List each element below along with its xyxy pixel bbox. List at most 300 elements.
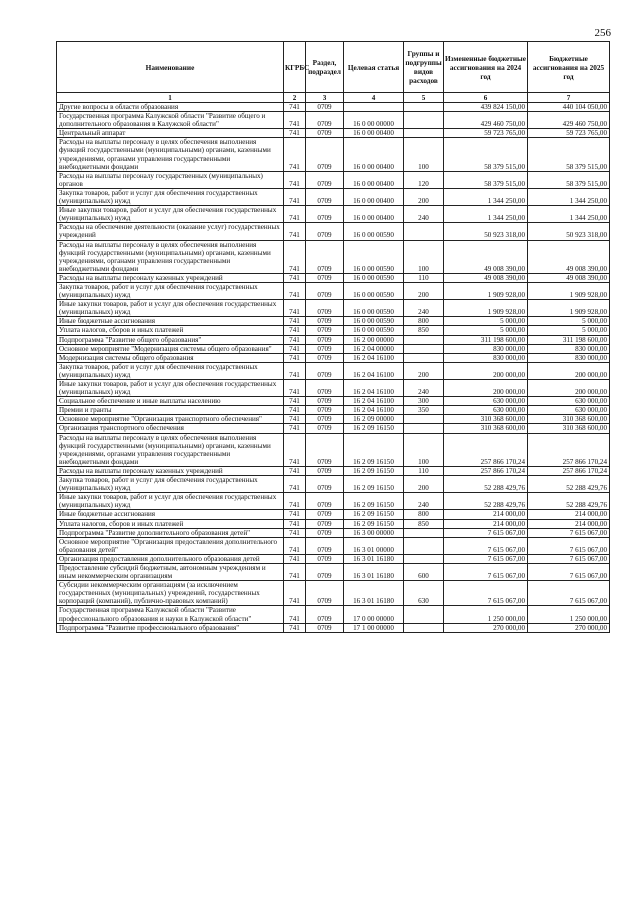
row-section: 0709	[306, 273, 344, 282]
row-expense-group	[404, 335, 444, 344]
row-expense-group: 350	[404, 406, 444, 415]
table-body	[57, 103, 610, 633]
row-section: 0709	[306, 493, 344, 510]
row-kgrbs: 741	[284, 188, 306, 205]
row-kgrbs: 741	[284, 510, 306, 519]
row-kgrbs: 741	[284, 581, 306, 606]
row-kgrbs: 741	[284, 335, 306, 344]
row-name: Расходы на выплаты персоналу в целях обеспечения выполнения функций государственными (муниципальными) органами, казенными учреждениями, органами управления государственными внебюджетными фондами	[57, 433, 284, 466]
row-section: 0709	[306, 397, 344, 406]
header-expense-groups: Группы и подгруппы видов расходов	[404, 42, 444, 93]
row-target-article: 16 2 00 00000	[344, 335, 404, 344]
row-amount-2025: 1 250 000,00	[528, 606, 610, 623]
row-expense-group: 800	[404, 510, 444, 519]
column-number: 4	[344, 93, 404, 103]
table-row	[57, 623, 610, 632]
table-row	[57, 282, 610, 299]
row-kgrbs: 741	[284, 537, 306, 554]
table-row	[57, 424, 610, 433]
row-amount-2025: 830 000,00	[528, 353, 610, 362]
header-section: Раздел, подраздел	[306, 42, 344, 93]
row-kgrbs: 741	[284, 528, 306, 537]
row-amount-2024: 439 824 150,00	[444, 103, 528, 112]
row-amount-2025: 49 008 390,00	[528, 273, 610, 282]
row-name: Организация предоставления дополнительного образования детей	[57, 554, 284, 563]
column-number: 1	[57, 93, 284, 103]
row-name: Расходы на выплаты персоналу государственных (муниципальных) органов	[57, 171, 284, 188]
row-expense-group: 100	[404, 138, 444, 171]
row-amount-2025: 58 379 515,00	[528, 171, 610, 188]
row-expense-group	[404, 353, 444, 362]
row-kgrbs: 741	[284, 606, 306, 623]
row-name: Предоставление субсидий бюджетным, автономным учреждениям и иным некоммерческим организациям	[57, 563, 284, 580]
row-section: 0709	[306, 353, 344, 362]
row-target-article: 16 2 09 16150	[344, 493, 404, 510]
table-row	[57, 317, 610, 326]
table-row	[57, 188, 610, 205]
row-amount-2024: 630 000,00	[444, 397, 528, 406]
row-amount-2024: 1 344 250,00	[444, 206, 528, 223]
row-name: Закупка товаров, работ и услуг для обеспечения государственных (муниципальных) нужд	[57, 362, 284, 379]
row-kgrbs: 741	[284, 433, 306, 466]
row-name: Иные закупки товаров, работ и услуг для обеспечения государственных (муниципальных) нужд	[57, 206, 284, 223]
row-amount-2024: 1 344 250,00	[444, 188, 528, 205]
row-section: 0709	[306, 112, 344, 129]
row-name: Государственная программа Калужской области "Развитие профессионального образования и науки в Калужской области"	[57, 606, 284, 623]
row-target-article: 16 2 04 16100	[344, 362, 404, 379]
table-row	[57, 510, 610, 519]
row-target-article: 16 2 09 16150	[344, 466, 404, 475]
row-section: 0709	[306, 380, 344, 397]
row-target-article: 16 0 00 00590	[344, 240, 404, 273]
row-kgrbs: 741	[284, 129, 306, 138]
row-target-article: 16 0 00 00590	[344, 273, 404, 282]
row-kgrbs: 741	[284, 273, 306, 282]
row-target-article: 16 2 09 16150	[344, 424, 404, 433]
row-section: 0709	[306, 424, 344, 433]
row-name: Подпрограмма "Развитие общего образования"	[57, 335, 284, 344]
table-row	[57, 476, 610, 493]
row-name: Уплата налогов, сборов и иных платежей	[57, 326, 284, 335]
table-row	[57, 240, 610, 273]
row-amount-2025: 1 909 928,00	[528, 300, 610, 317]
row-amount-2024: 429 460 750,00	[444, 112, 528, 129]
table-row	[57, 581, 610, 606]
row-section: 0709	[306, 188, 344, 205]
row-expense-group: 300	[404, 397, 444, 406]
row-target-article: 16 2 04 16100	[344, 353, 404, 362]
row-amount-2024: 257 866 170,24	[444, 433, 528, 466]
row-amount-2024: 214 000,00	[444, 519, 528, 528]
row-amount-2025: 630 000,00	[528, 397, 610, 406]
row-amount-2025: 7 615 067,00	[528, 554, 610, 563]
table-row	[57, 300, 610, 317]
row-amount-2025: 5 000,00	[528, 326, 610, 335]
row-target-article: 17 1 00 00000	[344, 623, 404, 632]
column-number-row	[57, 93, 610, 103]
row-section: 0709	[306, 519, 344, 528]
row-expense-group: 200	[404, 476, 444, 493]
row-expense-group: 110	[404, 466, 444, 475]
table-row	[57, 563, 610, 580]
row-target-article: 16 3 01 00000	[344, 537, 404, 554]
table-row	[57, 129, 610, 138]
row-target-article: 16 0 00 00400	[344, 206, 404, 223]
row-kgrbs: 741	[284, 466, 306, 475]
row-amount-2025: 7 615 067,00	[528, 563, 610, 580]
row-section: 0709	[306, 606, 344, 623]
row-amount-2024: 7 615 067,00	[444, 563, 528, 580]
row-section: 0709	[306, 206, 344, 223]
row-amount-2024: 830 000,00	[444, 353, 528, 362]
column-number: 2	[284, 93, 306, 103]
row-target-article: 16 3 01 16180	[344, 581, 404, 606]
row-amount-2024: 310 368 600,00	[444, 415, 528, 424]
row-expense-group: 110	[404, 273, 444, 282]
table-row	[57, 554, 610, 563]
row-amount-2025: 440 104 050,00	[528, 103, 610, 112]
row-target-article: 16 3 01 16180	[344, 554, 404, 563]
row-amount-2024: 311 198 600,00	[444, 335, 528, 344]
row-amount-2025: 214 000,00	[528, 510, 610, 519]
row-amount-2025: 58 379 515,00	[528, 138, 610, 171]
row-kgrbs: 741	[284, 240, 306, 273]
row-target-article: 16 2 09 00000	[344, 415, 404, 424]
row-expense-group	[404, 344, 444, 353]
row-section: 0709	[306, 554, 344, 563]
row-kgrbs: 741	[284, 326, 306, 335]
page-number: 256	[594, 27, 611, 39]
row-amount-2025: 214 000,00	[528, 519, 610, 528]
row-kgrbs: 741	[284, 397, 306, 406]
row-target-article: 16 3 00 00000	[344, 528, 404, 537]
row-name: Иные закупки товаров, работ и услуг для обеспечения государственных (муниципальных) нужд	[57, 493, 284, 510]
row-expense-group	[404, 606, 444, 623]
row-section: 0709	[306, 476, 344, 493]
row-amount-2024: 52 288 429,76	[444, 493, 528, 510]
row-target-article: 16 0 00 00400	[344, 188, 404, 205]
table-row	[57, 112, 610, 129]
row-section: 0709	[306, 129, 344, 138]
row-amount-2025: 49 008 390,00	[528, 240, 610, 273]
row-expense-group	[404, 129, 444, 138]
header-kgrbs: КГРБС	[284, 42, 306, 93]
row-amount-2024: 630 000,00	[444, 406, 528, 415]
row-target-article: 16 0 00 00000	[344, 112, 404, 129]
row-amount-2025: 830 000,00	[528, 344, 610, 353]
row-amount-2025: 7 615 067,00	[528, 528, 610, 537]
row-target-article: 16 2 04 16100	[344, 397, 404, 406]
row-section: 0709	[306, 581, 344, 606]
row-amount-2025: 310 368 600,00	[528, 415, 610, 424]
row-name: Расходы на выплаты персоналу казенных учреждений	[57, 273, 284, 282]
table-row	[57, 273, 610, 282]
row-amount-2024: 5 000,00	[444, 326, 528, 335]
row-kgrbs: 741	[284, 344, 306, 353]
header-2024-allocations: Измененные бюджетные ассигнования на 2024 год	[444, 42, 528, 93]
row-target-article	[344, 103, 404, 112]
row-expense-group	[404, 424, 444, 433]
row-section: 0709	[306, 282, 344, 299]
row-amount-2024: 7 615 067,00	[444, 537, 528, 554]
row-name: Премии и гранты	[57, 406, 284, 415]
row-amount-2024: 1 909 928,00	[444, 282, 528, 299]
row-target-article: 16 0 00 00400	[344, 138, 404, 171]
row-target-article: 16 2 04 16100	[344, 406, 404, 415]
row-target-article: 16 2 04 00000	[344, 344, 404, 353]
table-row	[57, 406, 610, 415]
table-row	[57, 537, 610, 554]
row-section: 0709	[306, 103, 344, 112]
table-row	[57, 223, 610, 240]
row-kgrbs: 741	[284, 476, 306, 493]
row-section: 0709	[306, 563, 344, 580]
row-expense-group	[404, 623, 444, 632]
row-name: Иные закупки товаров, работ и услуг для обеспечения государственных (муниципальных) нужд	[57, 380, 284, 397]
row-amount-2024: 49 008 390,00	[444, 273, 528, 282]
row-expense-group	[404, 528, 444, 537]
row-expense-group: 850	[404, 519, 444, 528]
table-row	[57, 519, 610, 528]
row-expense-group	[404, 415, 444, 424]
row-name: Основное мероприятие "Модернизация системы общего образования"	[57, 344, 284, 353]
table-row	[57, 493, 610, 510]
row-section: 0709	[306, 406, 344, 415]
row-name: Другие вопросы в области образования	[57, 103, 284, 112]
row-amount-2024: 270 000,00	[444, 623, 528, 632]
row-expense-group: 120	[404, 171, 444, 188]
row-name: Подпрограмма "Развитие дополнительного образования детей"	[57, 528, 284, 537]
row-kgrbs: 741	[284, 282, 306, 299]
row-target-article: 16 0 00 00590	[344, 223, 404, 240]
table-row	[57, 606, 610, 623]
row-expense-group	[404, 537, 444, 554]
row-section: 0709	[306, 510, 344, 519]
row-expense-group: 100	[404, 240, 444, 273]
row-amount-2025: 310 368 600,00	[528, 424, 610, 433]
table-row	[57, 103, 610, 112]
row-amount-2025: 257 866 170,24	[528, 433, 610, 466]
header-name: Наименование	[57, 42, 284, 93]
row-name: Основное мероприятие "Организация предоставления дополнительного образования детей"	[57, 537, 284, 554]
row-section: 0709	[306, 317, 344, 326]
row-amount-2025: 50 923 318,00	[528, 223, 610, 240]
table-row	[57, 528, 610, 537]
row-name: Субсидии некоммерческим организациям (за исключением государственных (муниципальных) учреждений, государственных корпораций (компаний), публично-правовых компаний)	[57, 581, 284, 606]
row-name: Организация транспортного обеспечения	[57, 424, 284, 433]
row-amount-2024: 49 008 390,00	[444, 240, 528, 273]
row-kgrbs: 741	[284, 519, 306, 528]
row-expense-group: 240	[404, 300, 444, 317]
row-target-article: 16 2 09 16150	[344, 519, 404, 528]
column-number: 3	[306, 93, 344, 103]
row-section: 0709	[306, 623, 344, 632]
row-name: Расходы на выплаты персоналу казенных учреждений	[57, 466, 284, 475]
row-amount-2025: 1 344 250,00	[528, 206, 610, 223]
row-kgrbs: 741	[284, 103, 306, 112]
row-kgrbs: 741	[284, 317, 306, 326]
row-section: 0709	[306, 466, 344, 475]
row-section: 0709	[306, 344, 344, 353]
row-target-article: 16 2 09 16150	[344, 510, 404, 519]
row-target-article: 16 0 00 00590	[344, 282, 404, 299]
row-name: Закупка товаров, работ и услуг для обеспечения государственных (муниципальных) нужд	[57, 476, 284, 493]
row-kgrbs: 741	[284, 415, 306, 424]
row-section: 0709	[306, 223, 344, 240]
row-name: Иные бюджетные ассигнования	[57, 317, 284, 326]
row-name: Центральный аппарат	[57, 129, 284, 138]
row-name: Подпрограмма "Развитие профессионального образования"	[57, 623, 284, 632]
row-amount-2024: 200 000,00	[444, 362, 528, 379]
row-kgrbs: 741	[284, 563, 306, 580]
row-kgrbs: 741	[284, 380, 306, 397]
row-amount-2025: 1 909 928,00	[528, 282, 610, 299]
row-kgrbs: 741	[284, 206, 306, 223]
row-section: 0709	[306, 528, 344, 537]
row-amount-2025: 429 460 750,00	[528, 112, 610, 129]
row-amount-2024: 1 250 000,00	[444, 606, 528, 623]
table-row	[57, 466, 610, 475]
row-expense-group	[404, 112, 444, 129]
row-amount-2024: 310 368 600,00	[444, 424, 528, 433]
row-name: Социальное обеспечение и иные выплаты населению	[57, 397, 284, 406]
row-expense-group: 850	[404, 326, 444, 335]
row-name: Закупка товаров, работ и услуг для обеспечения государственных (муниципальных) нужд	[57, 282, 284, 299]
header-row	[57, 42, 610, 93]
row-expense-group	[404, 554, 444, 563]
row-kgrbs: 741	[284, 424, 306, 433]
row-amount-2025: 59 723 765,00	[528, 129, 610, 138]
row-target-article: 16 3 01 16180	[344, 563, 404, 580]
row-target-article: 16 0 00 00590	[344, 300, 404, 317]
row-name: Расходы на обеспечение деятельности (оказание услуг) государственных учреждений	[57, 223, 284, 240]
table-row	[57, 171, 610, 188]
row-expense-group: 100	[404, 433, 444, 466]
row-target-article: 16 0 00 00400	[344, 129, 404, 138]
row-amount-2024: 200 000,00	[444, 380, 528, 397]
row-amount-2025: 52 288 429,76	[528, 476, 610, 493]
row-section: 0709	[306, 240, 344, 273]
row-kgrbs: 741	[284, 493, 306, 510]
row-amount-2025: 311 198 600,00	[528, 335, 610, 344]
row-name: Иные бюджетные ассигнования	[57, 510, 284, 519]
row-expense-group	[404, 103, 444, 112]
row-expense-group: 600	[404, 563, 444, 580]
row-kgrbs: 741	[284, 406, 306, 415]
row-amount-2025: 270 000,00	[528, 623, 610, 632]
row-kgrbs: 741	[284, 223, 306, 240]
row-amount-2025: 630 000,00	[528, 406, 610, 415]
header-2025-allocations: Бюджетные ассигнования на 2025 год	[528, 42, 610, 93]
row-amount-2024: 257 866 170,24	[444, 466, 528, 475]
row-name: Государственная программа Калужской области "Развитие общего и дополнительного образования в Калужской области"	[57, 112, 284, 129]
row-amount-2025: 7 615 067,00	[528, 537, 610, 554]
row-section: 0709	[306, 138, 344, 171]
row-amount-2024: 58 379 515,00	[444, 171, 528, 188]
row-amount-2024: 5 000,00	[444, 317, 528, 326]
row-kgrbs: 741	[284, 353, 306, 362]
row-expense-group: 200	[404, 188, 444, 205]
table-row	[57, 380, 610, 397]
row-expense-group: 200	[404, 282, 444, 299]
row-target-article: 17 0 00 00000	[344, 606, 404, 623]
row-expense-group	[404, 223, 444, 240]
row-amount-2025: 200 000,00	[528, 362, 610, 379]
table-row	[57, 397, 610, 406]
row-kgrbs: 741	[284, 138, 306, 171]
row-amount-2024: 214 000,00	[444, 510, 528, 519]
row-kgrbs: 741	[284, 171, 306, 188]
row-amount-2024: 7 615 067,00	[444, 554, 528, 563]
row-section: 0709	[306, 537, 344, 554]
row-section: 0709	[306, 171, 344, 188]
row-amount-2024: 7 615 067,00	[444, 528, 528, 537]
row-name: Основное мероприятие "Организация транспортного обеспечения"	[57, 415, 284, 424]
table-row	[57, 138, 610, 171]
row-target-article: 16 2 04 16100	[344, 380, 404, 397]
row-amount-2025: 5 000,00	[528, 317, 610, 326]
column-number: 7	[528, 93, 610, 103]
row-amount-2025: 52 288 429,76	[528, 493, 610, 510]
row-name: Модернизация системы общего образования	[57, 353, 284, 362]
row-name: Закупка товаров, работ и услуг для обеспечения государственных (муниципальных) нужд	[57, 188, 284, 205]
row-expense-group: 240	[404, 493, 444, 510]
budget-table	[56, 41, 610, 633]
row-expense-group: 800	[404, 317, 444, 326]
row-amount-2024: 59 723 765,00	[444, 129, 528, 138]
row-amount-2024: 50 923 318,00	[444, 223, 528, 240]
row-target-article: 16 0 00 00590	[344, 317, 404, 326]
table-row	[57, 362, 610, 379]
table-row	[57, 353, 610, 362]
row-name: Уплата налогов, сборов и иных платежей	[57, 519, 284, 528]
row-kgrbs: 741	[284, 554, 306, 563]
row-section: 0709	[306, 415, 344, 424]
row-expense-group: 240	[404, 206, 444, 223]
table-row	[57, 326, 610, 335]
row-amount-2025: 257 866 170,24	[528, 466, 610, 475]
row-expense-group: 200	[404, 362, 444, 379]
row-amount-2024: 58 379 515,00	[444, 138, 528, 171]
row-amount-2024: 830 000,00	[444, 344, 528, 353]
column-number: 6	[444, 93, 528, 103]
row-amount-2025: 1 344 250,00	[528, 188, 610, 205]
row-target-article: 16 2 09 16150	[344, 476, 404, 493]
row-expense-group: 630	[404, 581, 444, 606]
row-amount-2024: 52 288 429,76	[444, 476, 528, 493]
row-name: Расходы на выплаты персоналу в целях обеспечения выполнения функций государственными (муниципальными) органами, казенными учреждениями, органами управления государственными внебюджетными фондами	[57, 138, 284, 171]
row-amount-2024: 7 615 067,00	[444, 581, 528, 606]
row-kgrbs: 741	[284, 300, 306, 317]
table-row	[57, 433, 610, 466]
header-target-article: Целевая статья	[344, 42, 404, 93]
row-amount-2024: 1 909 928,00	[444, 300, 528, 317]
row-amount-2025: 7 615 067,00	[528, 581, 610, 606]
row-target-article: 16 0 00 00590	[344, 326, 404, 335]
row-kgrbs: 741	[284, 623, 306, 632]
row-target-article: 16 0 00 00400	[344, 171, 404, 188]
column-number: 5	[404, 93, 444, 103]
row-section: 0709	[306, 335, 344, 344]
table-row	[57, 415, 610, 424]
row-name: Расходы на выплаты персоналу в целях обеспечения выполнения функций государственными (муниципальными) органами, казенными учреждениями, органами управления государственными внебюджетными фондами	[57, 240, 284, 273]
table-row	[57, 344, 610, 353]
row-kgrbs: 741	[284, 362, 306, 379]
row-target-article: 16 2 09 16150	[344, 433, 404, 466]
row-amount-2025: 200 000,00	[528, 380, 610, 397]
table-row	[57, 206, 610, 223]
row-section: 0709	[306, 362, 344, 379]
